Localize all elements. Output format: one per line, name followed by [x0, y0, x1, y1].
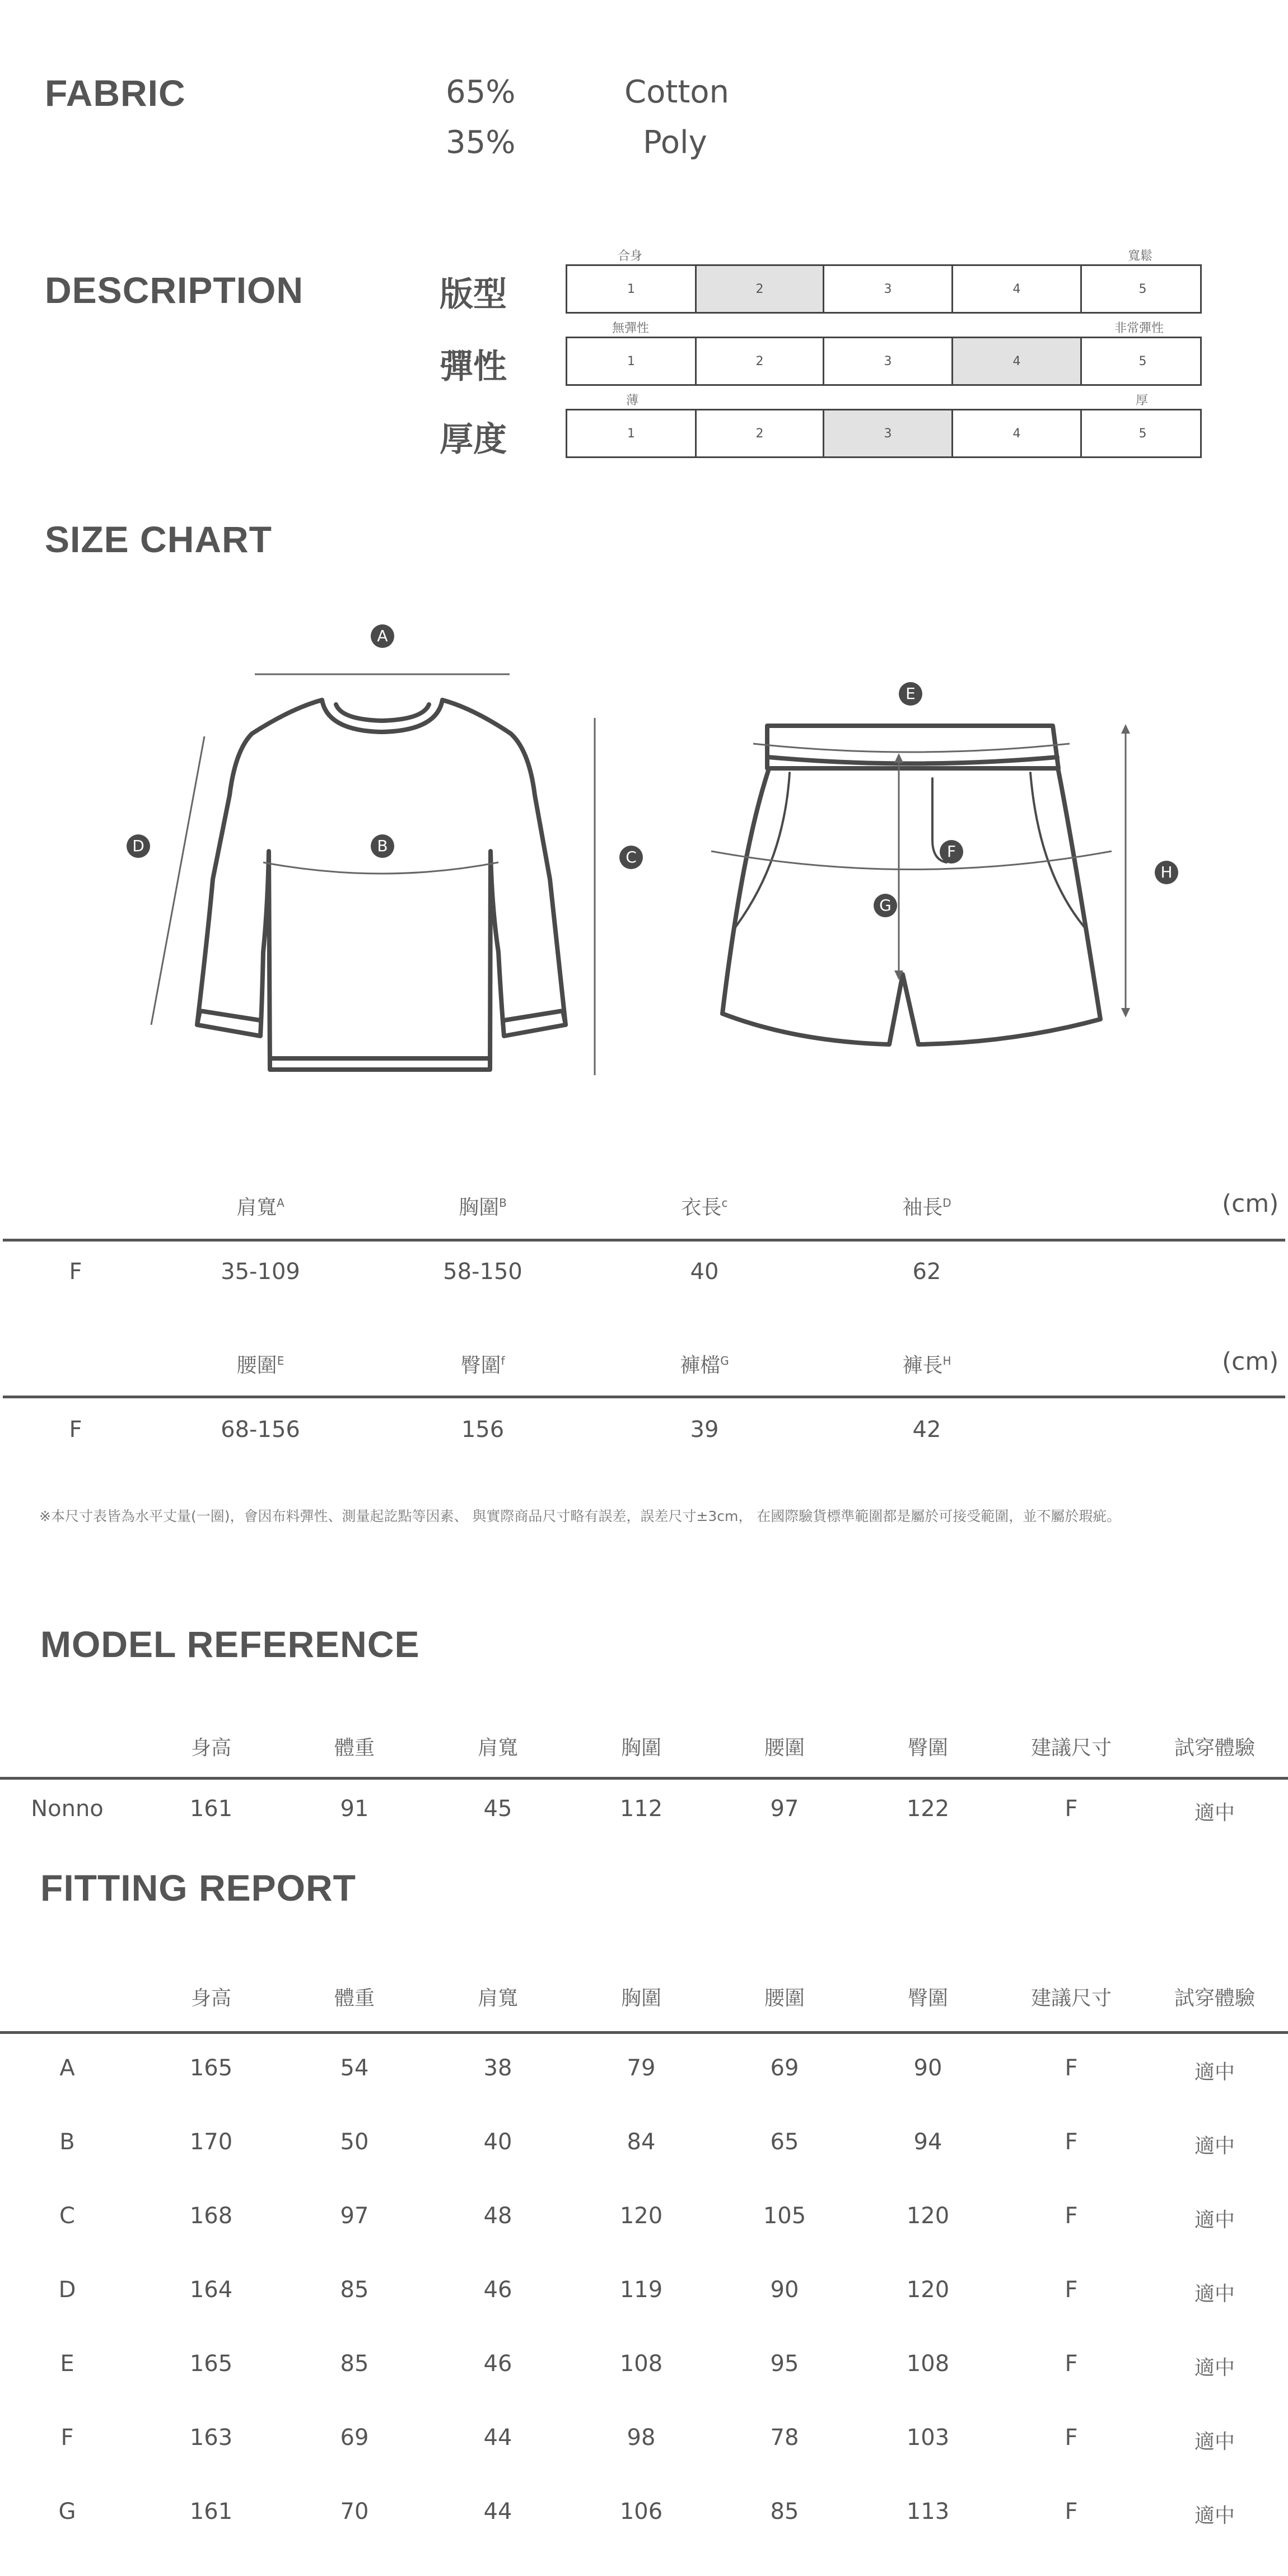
table-cell: 163 — [189, 2425, 233, 2451]
table-cell: 70 — [340, 2499, 369, 2524]
table-cell: 85 — [340, 2277, 369, 2303]
scale-cell: 5 — [1138, 354, 1147, 368]
size-value: 156 — [461, 1417, 505, 1443]
table-cell: 97 — [340, 2203, 369, 2229]
table-cell: 48 — [483, 2203, 512, 2229]
divider — [0, 2031, 1288, 2034]
table-header: 腰圍 — [764, 1737, 805, 1760]
scale-left-thickness: 薄 — [626, 394, 639, 408]
scale-cell-selected: 4 — [953, 338, 1082, 384]
table-cell: 90 — [913, 2055, 942, 2081]
table-row-label: A — [59, 2055, 75, 2081]
unit-label: (cm) — [1222, 1189, 1279, 1218]
table-header: 腰圍 — [764, 1987, 805, 2010]
size-header-rise: 褲檔$^G$ — [680, 1354, 729, 1377]
size-chart-title: SIZE CHART — [45, 519, 272, 560]
table-header: 肩寬 — [477, 1987, 518, 2010]
table-cell: 161 — [189, 2499, 233, 2524]
scale-cell: 5 — [1138, 426, 1147, 441]
table-cell: 120 — [906, 2277, 950, 2303]
unit-label: (cm) — [1222, 1347, 1279, 1376]
table-row-label: B — [59, 2129, 75, 2155]
table-cell: F — [1065, 2129, 1078, 2155]
table-cell: 119 — [619, 2277, 663, 2303]
size-header-pants-length: 褲長$^H$ — [902, 1354, 951, 1377]
table-cell: 97 — [770, 1796, 799, 1822]
size-note: ※本尺寸表皆為水平丈量(一圈)，會因布料彈性、測量起訖點等因素、 與實際商品尺寸略有誤差，誤差尺寸±3cm， 在國際驗貨標準範圍都是屬於可接受範圍，並不屬於瑕疵。 — [39, 1508, 1121, 1524]
table-cell: 適中 — [1194, 2135, 1235, 2158]
table-cell: 164 — [189, 2277, 233, 2303]
table-row-label: E — [60, 2351, 74, 2377]
table-cell: 適中 — [1194, 2283, 1235, 2306]
scale-left-fit: 合身 — [618, 249, 643, 263]
table-cell: 103 — [906, 2425, 950, 2451]
size-row-label: F — [69, 1417, 82, 1443]
marker-b: B — [371, 834, 394, 858]
scale-cell-selected: 2 — [697, 266, 824, 312]
table-cell: F — [1065, 2499, 1078, 2524]
scale-cell: 2 — [697, 338, 824, 384]
size-header-hip: 臀圍$^f$ — [460, 1354, 505, 1377]
table-cell: 85 — [340, 2351, 369, 2377]
table-header: 建議尺寸 — [1030, 1987, 1112, 2010]
table-cell: F — [1065, 1796, 1078, 1822]
table-row-label: Nonno — [31, 1796, 104, 1822]
table-cell: 適中 — [1194, 2430, 1235, 2453]
table-header: 體重 — [334, 1987, 375, 2010]
marker-g: G — [874, 894, 897, 917]
scale-bar-thickness — [566, 409, 1202, 458]
table-header: 體重 — [334, 1737, 375, 1760]
table-cell: 91 — [340, 1796, 369, 1822]
table-cell: 113 — [906, 2499, 950, 2524]
table-cell: 165 — [189, 2351, 233, 2377]
marker-d: D — [127, 834, 150, 858]
table-cell: 54 — [340, 2055, 369, 2081]
scale-cell: 1 — [567, 338, 697, 384]
table-cell: 90 — [770, 2277, 799, 2303]
scale-cell-selected: 3 — [824, 410, 953, 456]
divider — [3, 1396, 1285, 1398]
scale-right-fit: 寬鬆 — [1128, 249, 1153, 263]
fabric-title: FABRIC — [45, 72, 186, 114]
table-row-label: F — [60, 2425, 74, 2451]
fitting-report-title: FITTING REPORT — [40, 1867, 356, 1908]
table-cell: 108 — [906, 2351, 950, 2377]
scale-cell: 3 — [824, 266, 953, 312]
table-cell: 44 — [483, 2499, 512, 2524]
table-cell: 45 — [483, 1796, 512, 1822]
scale-left-elasticity: 無彈性 — [612, 321, 650, 335]
scale-label-fit: 版型 — [440, 275, 507, 314]
marker-a: A — [371, 624, 394, 648]
scale-label-thickness: 厚度 — [440, 420, 507, 459]
table-cell: F — [1065, 2351, 1078, 2377]
size-value: 62 — [912, 1259, 941, 1285]
table-header: 胸圍 — [620, 1987, 661, 2010]
table-cell: 44 — [483, 2425, 512, 2451]
table-cell: 85 — [770, 2499, 799, 2524]
garment-diagram — [0, 605, 1288, 1098]
marker-f: F — [940, 840, 963, 864]
scale-cell: 1 — [567, 410, 697, 456]
table-cell: 適中 — [1194, 2504, 1235, 2527]
table-cell: 46 — [483, 2351, 512, 2377]
marker-c: C — [619, 846, 643, 869]
table-cell: 50 — [340, 2129, 369, 2155]
table-header: 建議尺寸 — [1030, 1737, 1112, 1760]
table-header: 身高 — [190, 1987, 231, 2010]
table-cell: 120 — [906, 2203, 950, 2229]
table-cell: 112 — [619, 1796, 663, 1822]
divider — [3, 1239, 1285, 1242]
table-cell: 適中 — [1194, 2061, 1235, 2084]
table-header: 身高 — [190, 1737, 231, 1760]
size-value: 35-109 — [221, 1259, 300, 1285]
table-cell: 95 — [770, 2351, 799, 2377]
table-cell: 84 — [627, 2129, 656, 2155]
table-cell: 69 — [340, 2425, 369, 2451]
table-header: 肩寬 — [477, 1737, 518, 1760]
scale-right-thickness: 厚 — [1136, 394, 1149, 408]
table-row-label: G — [58, 2499, 76, 2524]
size-header-length: 衣長$^c$ — [681, 1196, 728, 1219]
table-cell: 170 — [189, 2129, 233, 2155]
marker-e: E — [899, 682, 922, 706]
model-reference-title: MODEL REFERENCE — [40, 1623, 420, 1665]
scale-cell: 5 — [1138, 282, 1147, 296]
scale-cell: 4 — [953, 410, 1082, 456]
size-header-chest: 胸圍$^B$ — [459, 1196, 507, 1219]
fabric-pct-1: 65% — [446, 74, 516, 110]
scale-label-elasticity: 彈性 — [440, 347, 507, 386]
scale-bar-fit — [566, 264, 1202, 314]
size-value: 42 — [912, 1417, 941, 1443]
sweater-outline — [197, 700, 566, 1070]
table-cell: 98 — [627, 2425, 656, 2451]
table-cell: 78 — [770, 2425, 799, 2451]
divider — [0, 1777, 1288, 1780]
scale-cell: 3 — [824, 338, 953, 384]
table-cell: 94 — [913, 2129, 942, 2155]
table-header: 試穿體驗 — [1174, 1737, 1255, 1760]
table-cell: 106 — [619, 2499, 663, 2524]
fabric-pct-2: 35% — [446, 124, 516, 161]
size-header-shoulder: 肩寬$^A$ — [236, 1196, 284, 1219]
size-value: 39 — [690, 1417, 719, 1443]
table-cell: 108 — [619, 2351, 663, 2377]
table-cell: 適中 — [1194, 2209, 1235, 2232]
scale-cell: 2 — [697, 410, 824, 456]
table-cell: 168 — [189, 2203, 233, 2229]
table-cell: 40 — [483, 2129, 512, 2155]
table-cell: 69 — [770, 2055, 799, 2081]
scale-cell: 4 — [953, 266, 1082, 312]
table-cell: 46 — [483, 2277, 512, 2303]
scale-right-elasticity: 非常彈性 — [1114, 321, 1164, 335]
table-cell: 適中 — [1194, 1802, 1235, 1824]
table-header: 臀圍 — [907, 1987, 948, 2010]
table-cell: 105 — [763, 2203, 806, 2229]
shorts-outline — [722, 726, 1100, 1044]
table-cell: F — [1065, 2277, 1078, 2303]
size-value: 40 — [690, 1259, 719, 1285]
table-cell: 120 — [619, 2203, 663, 2229]
table-cell: 適中 — [1194, 2356, 1235, 2379]
scale-bar-elasticity — [566, 337, 1202, 386]
table-row-label: C — [59, 2203, 75, 2229]
table-cell: 65 — [770, 2129, 799, 2155]
table-cell: 161 — [189, 1796, 233, 1822]
marker-h: H — [1155, 861, 1178, 884]
table-cell: F — [1065, 2055, 1078, 2081]
description-title: DESCRIPTION — [45, 269, 304, 311]
table-cell: 38 — [483, 2055, 512, 2081]
size-row-label: F — [69, 1259, 82, 1285]
table-header: 臀圍 — [907, 1737, 948, 1760]
table-cell: 122 — [906, 1796, 950, 1822]
fabric-name-2: Poly — [643, 124, 707, 161]
size-header-waist: 腰圍$^E$ — [236, 1354, 284, 1377]
fabric-name-1: Cotton — [624, 74, 730, 110]
size-value: 58-150 — [443, 1259, 522, 1285]
table-cell: F — [1065, 2203, 1078, 2229]
size-header-sleeve: 袖長$^D$ — [902, 1196, 951, 1219]
table-cell: 165 — [189, 2055, 233, 2081]
table-row-label: D — [58, 2277, 76, 2303]
size-value: 68-156 — [221, 1417, 300, 1443]
scale-cell: 1 — [567, 266, 697, 312]
table-cell: F — [1065, 2425, 1078, 2451]
table-header: 胸圍 — [620, 1737, 661, 1760]
table-header: 試穿體驗 — [1174, 1987, 1255, 2010]
table-cell: 79 — [627, 2055, 656, 2081]
